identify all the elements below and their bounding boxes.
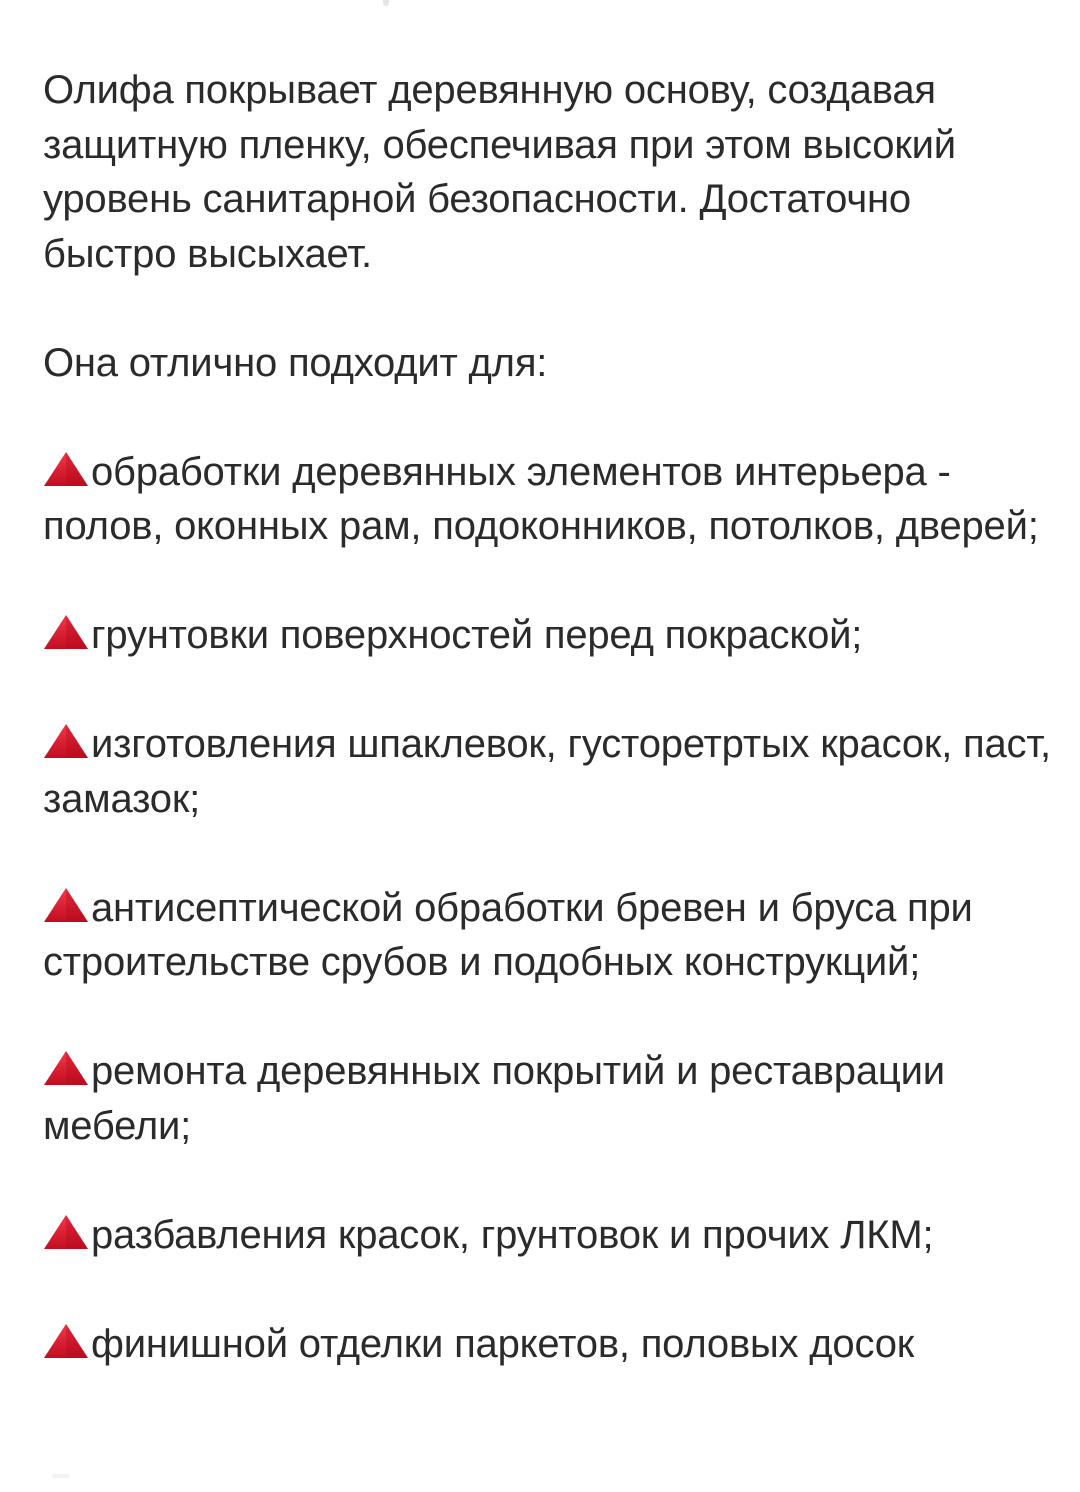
usage-list bbox=[43, 445, 1053, 1372]
list-item bbox=[43, 881, 1053, 990]
red-triangle-icon bbox=[43, 1214, 89, 1250]
red-triangle-icon bbox=[43, 614, 89, 650]
red-triangle-icon bbox=[43, 887, 89, 923]
red-triangle-icon bbox=[43, 723, 89, 759]
red-triangle-icon bbox=[43, 1323, 89, 1359]
bottom-edge-mark bbox=[52, 1474, 70, 1478]
list-item bbox=[43, 717, 1053, 826]
list-item bbox=[43, 1044, 1053, 1153]
list-item-text: грунтовки поверхностей перед покраской; bbox=[91, 613, 863, 657]
list-item-text: изготовления шпаклевок, густоретртых красок, паст, замазок; bbox=[43, 722, 1051, 821]
list-item bbox=[43, 1208, 1053, 1263]
list-item-text: антисептической обработки бревен и бруса при строительстве срубов и подобных конструкций; bbox=[43, 885, 973, 984]
article-body bbox=[43, 63, 1053, 1426]
list-item bbox=[43, 445, 1053, 554]
list-item-text: ремонта деревянных покрытий и реставрации мебели; bbox=[43, 1049, 945, 1148]
list-item-text: обработки деревянных элементов интерьера - полов, оконных рам, подоконников, потолков, дверей; bbox=[43, 449, 1039, 548]
list-item-text: разбавления красок, грунтовок и прочих ЛКМ; bbox=[91, 1212, 934, 1257]
intro-paragraph: Олифа покрывает деревянную основу, создавая защитную пленку, обеспечивая при этом высокий уровень санитарной безопасности. Достаточно быстро высыхает. bbox=[43, 68, 956, 276]
list-item bbox=[43, 608, 1053, 663]
list-item-text: финишной отделки паркетов, половых досок bbox=[91, 1321, 915, 1366]
list-item bbox=[43, 1317, 1053, 1372]
lead-paragraph: Она отлично подходит для: bbox=[43, 340, 548, 385]
top-edge-mark bbox=[383, 0, 389, 6]
red-triangle-icon bbox=[43, 451, 89, 487]
red-triangle-icon bbox=[43, 1050, 89, 1086]
